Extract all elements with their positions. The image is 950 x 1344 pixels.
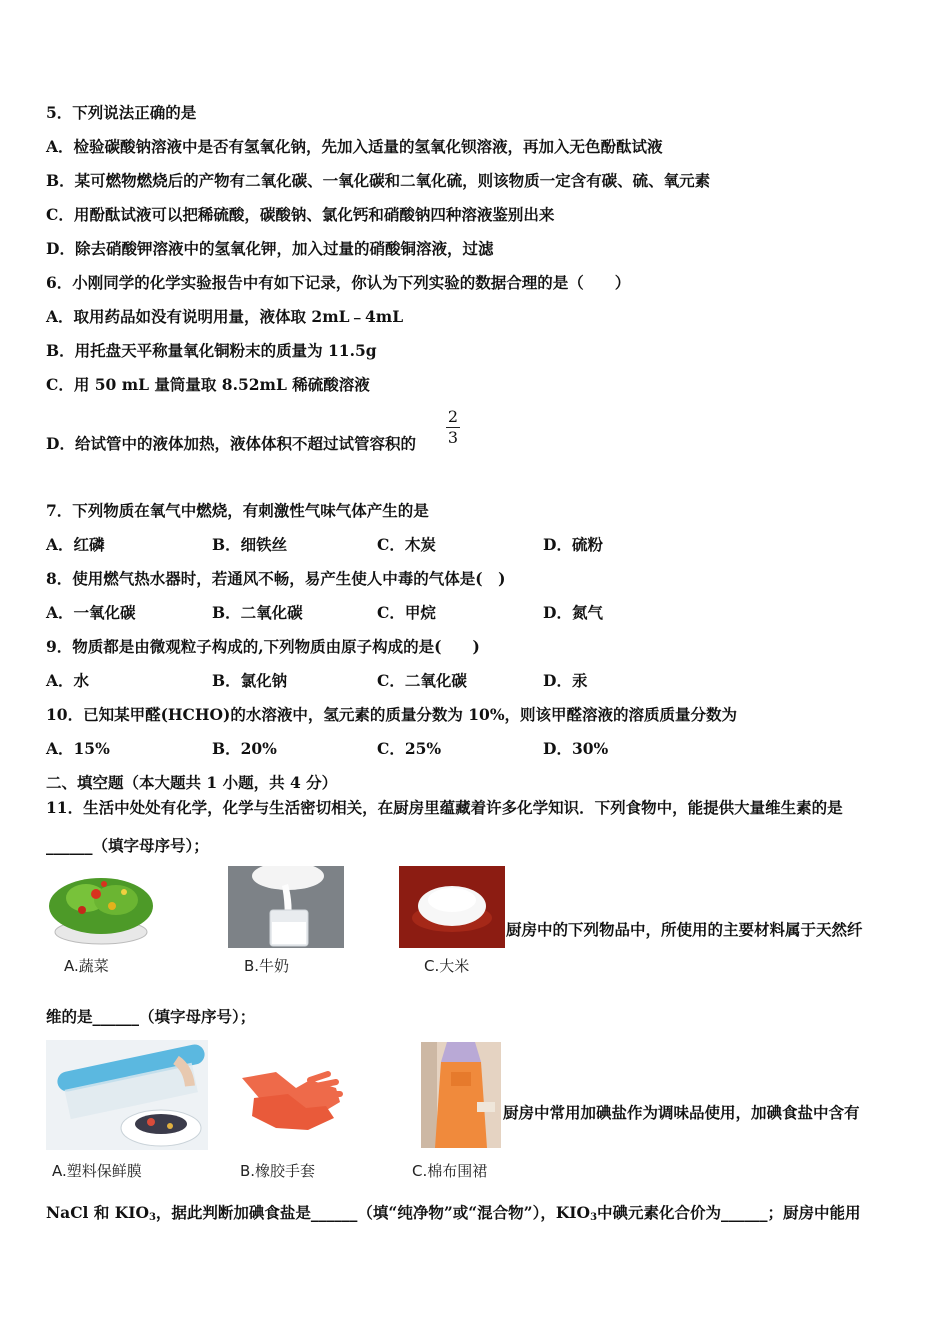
caption-rice: C.大米 [424, 957, 470, 975]
q5-stem: 5．下列说法正确的是 [46, 103, 197, 122]
caption-rubber-gloves: B.橡胶手套 [240, 1162, 316, 1180]
q8-stem: 8．使用燃气热水器时，若通风不畅，易产生使人中毒的气体是( ) [46, 569, 506, 588]
q11-line6 [46, 1203, 861, 1228]
q11-line4: 维的是______（填字母序号）； [46, 1007, 256, 1026]
q5-option-c: C．用酚酞试液可以把稀硫酸，碳酸钠、氯化钙和硝酸钠四种溶液鉴别出来 [46, 205, 555, 224]
q10-option-c: C．25% [377, 739, 442, 758]
q6-option-b: B．用托盘天平称量氧化铜粉末的质量为 11.5g [46, 341, 377, 360]
vegetable-salad-image [46, 866, 156, 948]
q9-option-a: A．水 [46, 671, 90, 690]
milk-image [228, 866, 344, 948]
q8-option-d: D．氮气 [543, 603, 603, 622]
q11-line6-part-a: NaCl 和 KIO [46, 1203, 149, 1222]
q8-option-c: C．甲烷 [377, 603, 436, 622]
q9-option-c: C．二氧化碳 [377, 671, 467, 690]
q7-stem: 7．下列物质在氧气中燃烧，有刺激性气味气体产生的是 [46, 501, 429, 520]
fraction-two-thirds [446, 408, 460, 447]
q11-line3-tail: 厨房中的下列物品中，所使用的主要材料属于天然纤 [506, 920, 863, 939]
caption-vegetables: A.蔬菜 [64, 957, 109, 975]
subscript-3-a: 3 [148, 1212, 156, 1223]
q5-option-b: B．某可燃物燃烧后的产物有二氧化碳、一氧化碳和二氧化硫，则该物质一定含有碳、硫、氧元素 [46, 171, 711, 190]
rice-image [399, 866, 505, 948]
q5-option-a: A．检验碳酸钠溶液中是否有氢氧化钠，先加入适量的氢氧化钡溶液，再加入无色酚酞试液 [46, 137, 663, 156]
caption-milk: B.牛奶 [244, 957, 290, 975]
q6-option-c: C．用 50 mL 量筒量取 8.52mL 稀硫酸溶液 [46, 375, 370, 394]
section-title: 二、填空题（本大题共 1 小题，共 4 分） [46, 773, 338, 792]
q8-option-b: B．二氧化碳 [212, 603, 303, 622]
q10-option-b: B．20% [212, 739, 277, 758]
q11-line5-tail: 厨房中常用加碘盐作为调味品使用，加碘食盐中含有 [503, 1103, 860, 1122]
q10-option-d: D．30% [543, 739, 609, 758]
q5-option-d: D．除去硝酸钾溶液中的氢氧化钾，加入过量的硝酸铜溶液，过滤 [46, 239, 494, 258]
fraction-denominator: 3 [447, 428, 459, 447]
q7-option-a: A．红磷 [46, 535, 105, 554]
q11-line6-part-b: ，据此判断加碘食盐是______（填“纯净物”或“混合物”），KIO [155, 1203, 591, 1222]
plastic-wrap-image [46, 1040, 208, 1150]
q11-line1: 11．生活中处处有化学，化学与生活密切相关，在厨房里蕴藏着许多化学知识．下列食物中，能提供大量维生素的是 [46, 798, 843, 817]
q8-option-a: A．一氧化碳 [46, 603, 136, 622]
subscript-3-b: 3 [590, 1212, 598, 1223]
cotton-apron-image [421, 1042, 501, 1148]
q6-option-d: D．给试管中的液体加热，液体体积不超过试管容积的 [46, 434, 416, 453]
rubber-gloves-image [236, 1058, 344, 1138]
q6-stem: 6．小刚同学的化学实验报告中有如下记录，你认为下列实验的数据合理的是（ ） [46, 273, 631, 292]
fraction-numerator: 2 [447, 407, 459, 426]
q9-option-b: B．氯化钠 [212, 671, 288, 690]
q6-option-a: A．取用药品如没有说明用量，液体取 2mL﹣4mL [46, 307, 404, 326]
q10-stem: 10．已知某甲醛(HCHO)的水溶液中，氢元素的质量分数为 10%，则该甲醛溶液的溶质质量分数为 [46, 705, 738, 724]
q7-option-d: D．硫粉 [543, 535, 603, 554]
q9-option-d: D．汞 [543, 671, 588, 690]
caption-plastic-wrap: A.塑料保鲜膜 [52, 1162, 142, 1180]
q7-option-b: B．细铁丝 [212, 535, 288, 554]
q7-option-c: C．木炭 [377, 535, 436, 554]
caption-cotton-apron: C.棉布围裙 [412, 1162, 488, 1180]
q9-stem: 9．物质都是由微观粒子构成的,下列物质由原子构成的是( ) [46, 637, 480, 656]
q11-line2: ______（填字母序号）； [46, 836, 209, 855]
q11-line6-part-c: 中碘元素化合价为______；厨房中能用 [597, 1203, 861, 1222]
q10-option-a: A．15% [46, 739, 110, 758]
